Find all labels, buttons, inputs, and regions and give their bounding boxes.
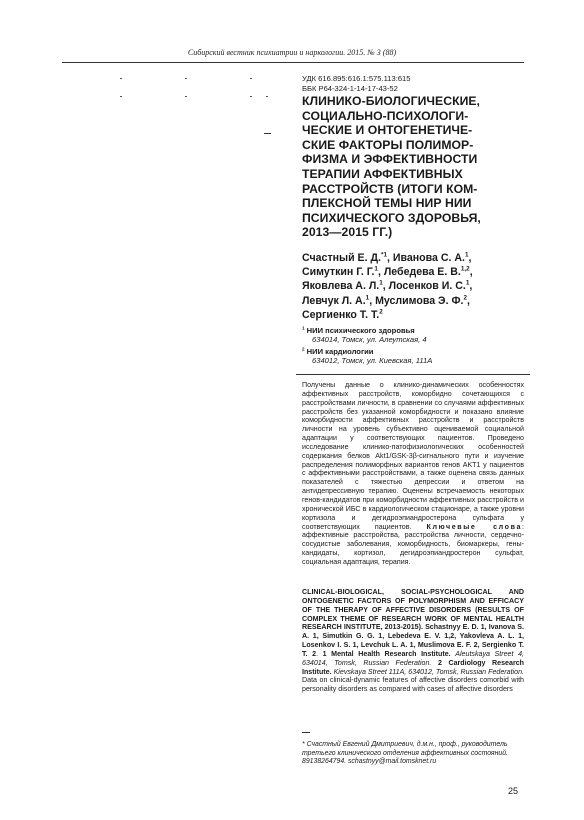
author-footnote: * Счастный Евгений Дмитриевич, д.м.н., проф., руководитель третьего клинического отделения аффективных состояний. 89138264794. schastnyy@mail.tomsknet.ru	[302, 741, 508, 766]
abstract-russian	[302, 381, 524, 567]
author-name: ,	[468, 252, 472, 264]
author-affiliation-mark: 1	[465, 279, 470, 287]
abstract-text: Получены данные о клинико-динамических особенностях аффективных расстройств, коморбидно сочетающихся с расстройствами личности, в сравнении со случаями аффективных расстройств без указанной коморбидности и показано влияние коморбидности аффективных расстройств и расстройств личности на уровень субъективно оцениваемой социальной адаптации у соответствующих пациентов. Проведено исследование клинико-патофизиологических особенностей содержания белков Akt1/GSK-3β-сигнального пути и изучение распределения полиморфных вариантов генов AKT1 у пациентов с аффективными расстройствами, а также оценена связь данных показателей с тяжестью депрессии и ответом на антидепрессивную терапию. Оценены встречаемость некоторых генов-кандидатов при коморбидности аффективных расстройств и хронической ИБС в кардиологическом стационаре, а также уровни кортизола и дегидроэпиандростерона сульфата у соответствующих пациентов.	[302, 381, 524, 531]
udk-code: УДК 616.895:616.1:575.113:615	[302, 74, 411, 83]
margin-mark	[250, 96, 252, 97]
author-line	[302, 265, 530, 279]
author-affiliation-mark: 2	[463, 294, 467, 302]
author-name: ,	[469, 280, 473, 293]
author-affiliation-mark: 1	[379, 279, 383, 287]
margin-mark	[120, 96, 122, 97]
margin-dash	[264, 133, 271, 134]
author-affiliation-mark: 2	[379, 308, 383, 316]
margin-mark	[120, 78, 122, 79]
author-list	[302, 251, 530, 322]
english-aff1: 1 Mental Health Research Institute.	[322, 649, 451, 658]
keywords-text: : аффективные расстройства, расстройства личности, сердечно-сосудистые заболевания, коморбидность, биомаркеры, гены-кандидаты, кортизол, дегидроэпиандростерон сульфат, социальная адаптация, терапия.	[302, 522, 524, 566]
udk-block	[302, 74, 411, 93]
affiliation-address: 634014, Томск, ул. Алеутская, 4	[312, 335, 427, 345]
affiliation-address: 634012, Томск, ул. Киевская, 111А	[312, 356, 433, 366]
author-affiliation-mark: 1	[374, 265, 378, 273]
author-name: , Лебедева Е. В.	[377, 266, 461, 279]
author-name: Левчук Л. А.	[302, 294, 366, 307]
author-affiliation-mark: 1	[365, 294, 370, 302]
affiliation-name: НИИ психического здоровья	[306, 326, 415, 335]
affiliation-2: $^2$ НИИ кардиологии 634012, Томск, ул. Киевская, 111А	[302, 347, 530, 366]
affiliation-1: $^1$ НИИ психического здоровья 634014, Томск, ул. Алеутская, 4	[302, 326, 530, 345]
affiliation-name: НИИ кардиологии	[306, 347, 374, 356]
author-line	[302, 308, 530, 322]
author-affiliation-mark: *1	[380, 251, 387, 259]
author-name: ,	[467, 294, 470, 307]
author-name: , Муслимова Э. Ф.	[369, 294, 464, 307]
margin-mark	[185, 78, 187, 79]
english-aff1-address: Aleutskaya Street 4, 634014, Tomsk, Russian Federation.	[302, 649, 524, 667]
margin-mark	[266, 96, 268, 97]
author-name: ,	[469, 266, 473, 279]
english-aff2-address: Kievskaya Street 111A, 634012, Tomsk, Russian Federation.	[333, 667, 524, 676]
author-name: Сергиенко Т. Т.	[302, 308, 380, 321]
english-abstract-text: Data on clinical-dynamic features of affective disorders comorbid with personality disorders as compared with cases of affective disorders	[302, 676, 524, 694]
abstract-english: CLINICAL-BIOLOGICAL, SOCIAL-PSYCHOLOGICAL AND ONTOGENETIC FACTORS OF POLYMORPHISM AND EFFICACY OF THE THERAPY OF AFFECTIVE DISORDERS (RESULTS OF COMPLEX THEME OF RESEARCH WORK OF MENTAL HEALTH RESEARCH INSTITUTE, 2013-2015). Schastnyy E. D. 1, Ivanova S. A. 1, Simutkin G. G. 1, Lebedeva E. V. 1,2, Yakovleva A. L. 1, Losenkov I. S. 1, Levchuk L. A. 1, Muslimova E. F. 2, Sergienko T. T. 2. 1 Mental Health Research Institute. Aleutskaya Street 4, 634014, Tomsk, Russian Federation. 2 Cardiology Research Institute. Kievskaya Street 111A, 634012, Tomsk, Russian Federation. Data on clinical-dynamic features of affective disorders comorbid with personality disorders as compared with cases of affective disorders	[302, 588, 524, 694]
margin-mark	[185, 96, 187, 97]
author-name: , Иванова С. А.	[387, 252, 465, 264]
keywords-label: Ключевые слова	[426, 522, 523, 531]
english-aff2: 2 Cardiology Research Institute.	[302, 658, 524, 676]
author-name: Яковлева А. Л.	[302, 280, 380, 293]
english-authors: Schastnyy E. D. 1, Ivanova S. A. 1, Simutkin G. G. 1, Lebedeva E. V. 1,2, Yakovleva A. L. 1, Losenkov I. S. 1, Levchuk L. A. 1, Muslimova E. F. 2, Sergienko T. T. 2	[302, 623, 524, 658]
english-title: CLINICAL-BIOLOGICAL, SOCIAL-PSYCHOLOGICAL AND ONTOGENETIC FACTORS OF POLYMORPHISM AND EFFICACY OF THE THERAPY OF AFFECTIVE DISORDERS (RESULTS OF COMPLEX THEME OF RESEARCH WORK OF MENTAL HEALTH RESEARCH INSTITUTE, 2013-2015).	[302, 588, 524, 632]
author-line	[302, 279, 530, 293]
author-affiliation-mark: 1,2	[460, 265, 470, 273]
header-rule	[62, 62, 524, 63]
journal-header: Сибирский вестник психиатрии и наркологии. 2015. № 3 (88)	[187, 48, 397, 57]
footnote-rule	[302, 732, 310, 733]
author-affiliation-mark: 1	[464, 251, 469, 259]
margin-mark	[250, 78, 252, 79]
bbk-code: ББК Р64-324-1-14-17-43-52	[302, 83, 398, 93]
author-line	[302, 294, 530, 308]
author-name: , Лосенков И. С.	[382, 280, 466, 293]
abstract-rule	[296, 374, 530, 375]
page-number: 25	[508, 786, 519, 796]
article-title: КЛИНИКО-БИОЛОГИЧЕСКИЕ, СОЦИАЛЬНО-ПСИХОЛОГИ- ЧЕСКИЕ И ОНТОГЕНЕТИЧЕ- СКИЕ ФАКТОРЫ ПОЛИМОР- ФИЗМА И ЭФФЕКТИВНОСТИ ТЕРАПИИ АФФЕКТИВНЫХ РАССТРОЙСТВ (ИТОГИ КОМ- ПЛЕКСНОЙ ТЕМЫ НИР НИИ ПСИХИЧЕСКОГО ЗДОРОВЬЯ, 2013—2015 ГГ.)	[302, 94, 481, 240]
author-line	[302, 251, 530, 265]
author-name: Счастный Е. Д.	[302, 252, 381, 264]
author-name: Симуткин Г. Г.	[302, 266, 375, 279]
